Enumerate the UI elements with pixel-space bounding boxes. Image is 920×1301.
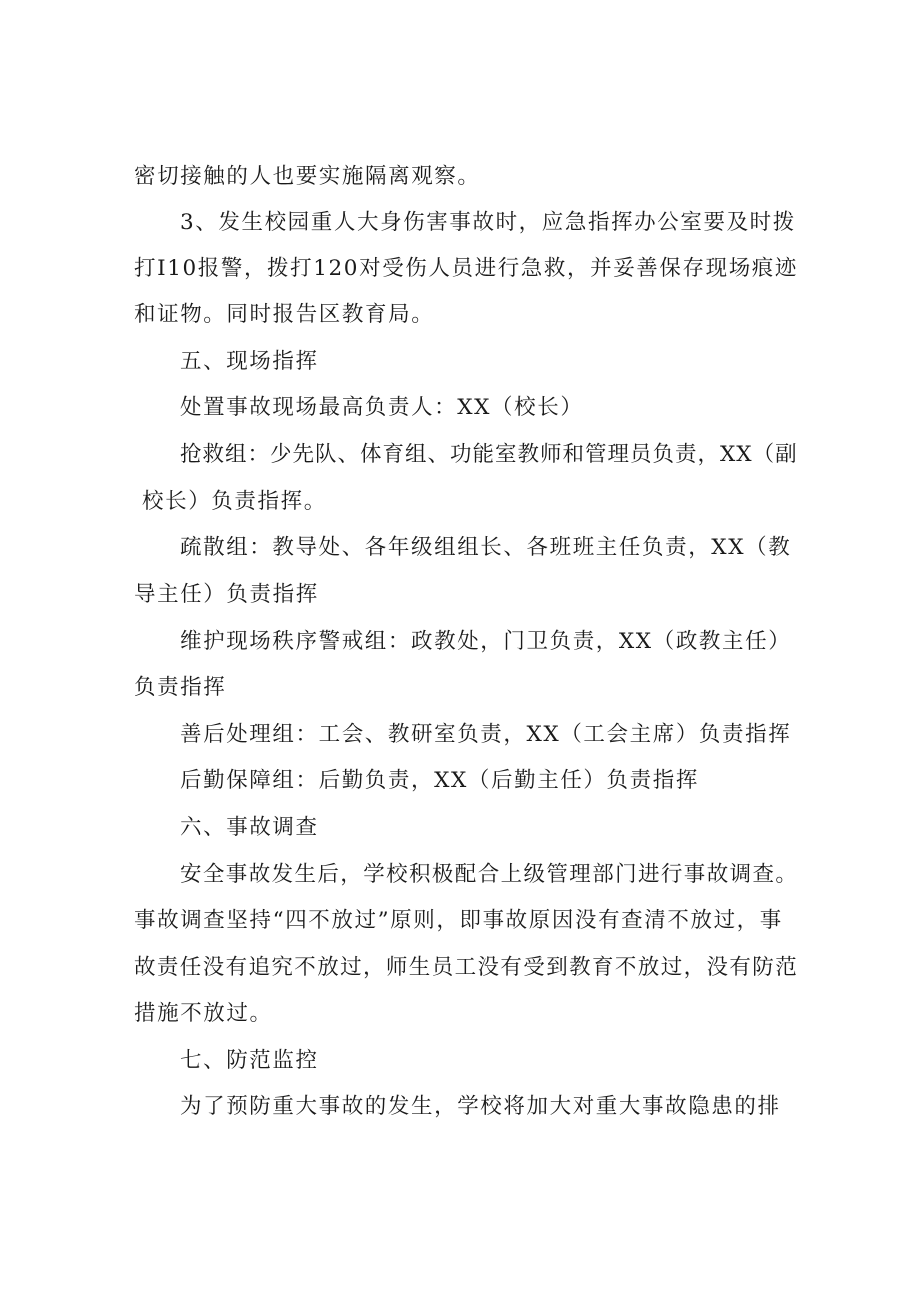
paragraph-line-14: 后勤保障组：后勤负责，XX（后勤主任）负责指挥 xyxy=(180,768,699,793)
section-heading-5: 五、现场指挥 xyxy=(180,349,319,374)
paragraph-line-16: 安全事故发生后，学校积极配合上级管理部门进行事故调查。 xyxy=(180,862,799,887)
paragraph-line-1: 密切接触的人也要实施隔离观察。 xyxy=(134,164,481,189)
paragraph-line-3: 打I10报警，拨打120对受伤人员进行急救，并妥善保存现场痕迹 xyxy=(134,256,798,281)
paragraph-line-8: 校长）负责指挥。 xyxy=(142,489,327,514)
paragraph-line-7: 抢救组：少先队、体育组、功能室教师和管理员负责，XX（副 xyxy=(180,442,798,467)
paragraph-line-11: 维护现场秩序警戒组：政教处，门卫负责，XX（政教主任） xyxy=(180,629,792,654)
paragraph-line-12: 负责指挥 xyxy=(134,675,227,700)
paragraph-line-6: 处置事故现场最高负责人：XX（校长） xyxy=(180,395,584,420)
paragraph-line-2: 3、发生校园重人大身伤害事故时，应急指挥办公室要及时拨 xyxy=(180,210,796,235)
paragraph-line-9: 疏散组：教导处、各年级组组长、各班班主任负责，XX（教 xyxy=(180,535,792,560)
paragraph-line-18: 故责任没有追究不放过，师生员工没有受到教育不放过，没有防范 xyxy=(134,955,799,980)
paragraph-line-13: 善后处理组：工会、教研室负责，XX（工会主席）负责指挥 xyxy=(180,722,792,747)
paragraph-line-21: 为了预防重大事故的发生，学校将加大对重大事故隐患的排 xyxy=(180,1094,781,1119)
paragraph-line-10: 导主任）负责指挥 xyxy=(134,582,319,607)
paragraph-line-17: 事故调查坚持“四不放过”原则，即事故原因没有查清不放过，事 xyxy=(134,908,783,933)
section-heading-20: 七、防范监控 xyxy=(180,1048,319,1073)
paragraph-line-4: 和证物。同时报告区教育局。 xyxy=(134,302,435,327)
paragraph-line-19: 措施不放过。 xyxy=(134,1001,273,1026)
section-heading-15: 六、事故调查 xyxy=(180,815,319,840)
